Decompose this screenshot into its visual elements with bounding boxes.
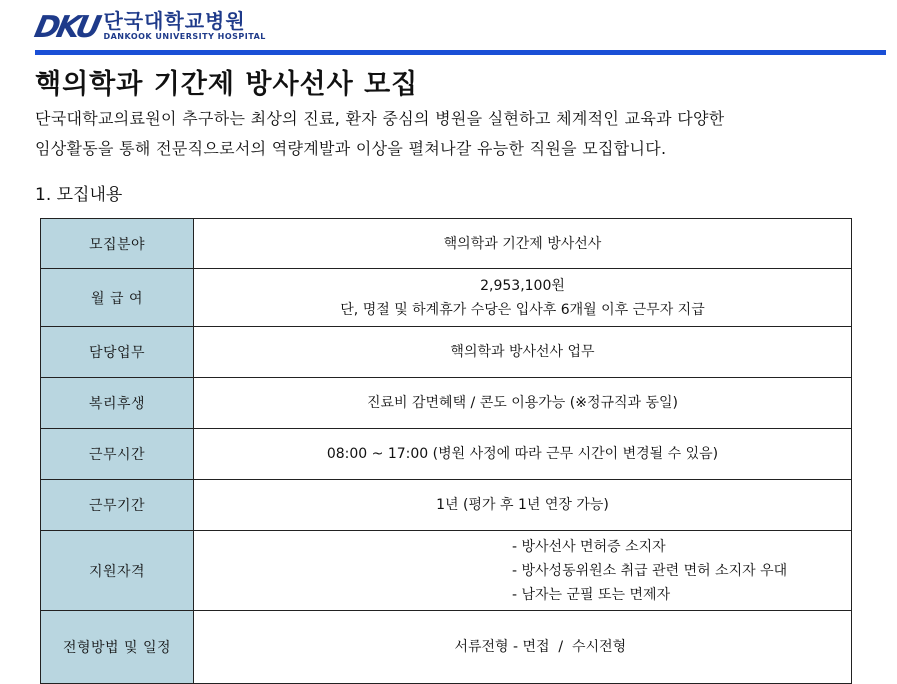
- value-line: 서류전형 - 면접 / 수시전형: [454, 639, 627, 655]
- logo-english-name: DANKOOK UNIVERSITY HOSPITAL: [103, 32, 266, 41]
- logo-mark: DKU: [31, 10, 102, 45]
- section-title: 1. 모집내용: [35, 185, 123, 205]
- row-value: [194, 327, 852, 378]
- value-line: 2,953,100원: [480, 277, 565, 294]
- row-value: [194, 480, 852, 531]
- table-row: [41, 378, 852, 429]
- value-line: 단, 명절 및 하계휴가 수당은 입사후 6개월 이후 근무자 지급: [340, 301, 705, 318]
- value-line: 1년 (평가 후 1년 연장 가능): [436, 497, 609, 513]
- row-value: [194, 611, 852, 684]
- row-label: 복리후생: [41, 378, 194, 429]
- row-value: [194, 378, 852, 429]
- hospital-logo: [31, 9, 266, 50]
- row-label: 근무시간: [41, 429, 194, 480]
- table-row: [41, 269, 852, 327]
- value-line: - 방사성동위원소 취급 관련 면허 소지자 우대: [512, 562, 788, 579]
- intro-line-2: 임상활동을 통해 전문직으로서의 역량계발과 이상을 펼쳐나갈 유능한 직원을 모집합니다.: [35, 139, 667, 158]
- table-row: [41, 480, 852, 531]
- logo-korean-name: 단국대학교병원: [103, 9, 246, 33]
- intro-paragraph: [35, 104, 885, 164]
- value-line: 진료비 감면혜택 / 콘도 이용가능 (※정규직과 동일): [366, 395, 679, 411]
- row-value: [194, 531, 852, 611]
- page-title: 핵의학과 기간제 방사선사 모집: [35, 69, 419, 100]
- value-line: - 남자는 군필 또는 면제자: [512, 586, 671, 603]
- header-divider: [35, 50, 886, 55]
- row-value: [194, 269, 852, 327]
- table-row: [41, 611, 852, 684]
- value-line: 08:00 ~ 17:00 (병원 사정에 따라 근무 시간이 변경될 수 있음): [326, 446, 719, 462]
- row-label: 전형방법 및 일정: [41, 611, 194, 684]
- table-row: [41, 429, 852, 480]
- value-line: - 방사선사 면허증 소지자: [512, 538, 666, 555]
- table-row: [41, 219, 852, 269]
- value-line: 핵의학과 방사선사 업무: [450, 344, 595, 360]
- table-row: [41, 327, 852, 378]
- intro-line-1: 단국대학교의료원이 추구하는 최상의 진료, 환자 중심의 병원을 실현하고 체계적인 교육과 다양한: [35, 109, 725, 128]
- row-value: [194, 219, 852, 269]
- logo-text: [103, 10, 265, 42]
- row-label: 지원자격: [41, 531, 194, 611]
- recruitment-table: [40, 218, 852, 684]
- table-row: [41, 531, 852, 611]
- row-label: 담당업무: [41, 327, 194, 378]
- row-label: 모집분야: [41, 219, 194, 269]
- value-line: 핵의학과 기간제 방사선사: [443, 235, 602, 252]
- row-label: 월 급 여: [41, 269, 194, 327]
- row-value: [194, 429, 852, 480]
- row-label: 근무기간: [41, 480, 194, 531]
